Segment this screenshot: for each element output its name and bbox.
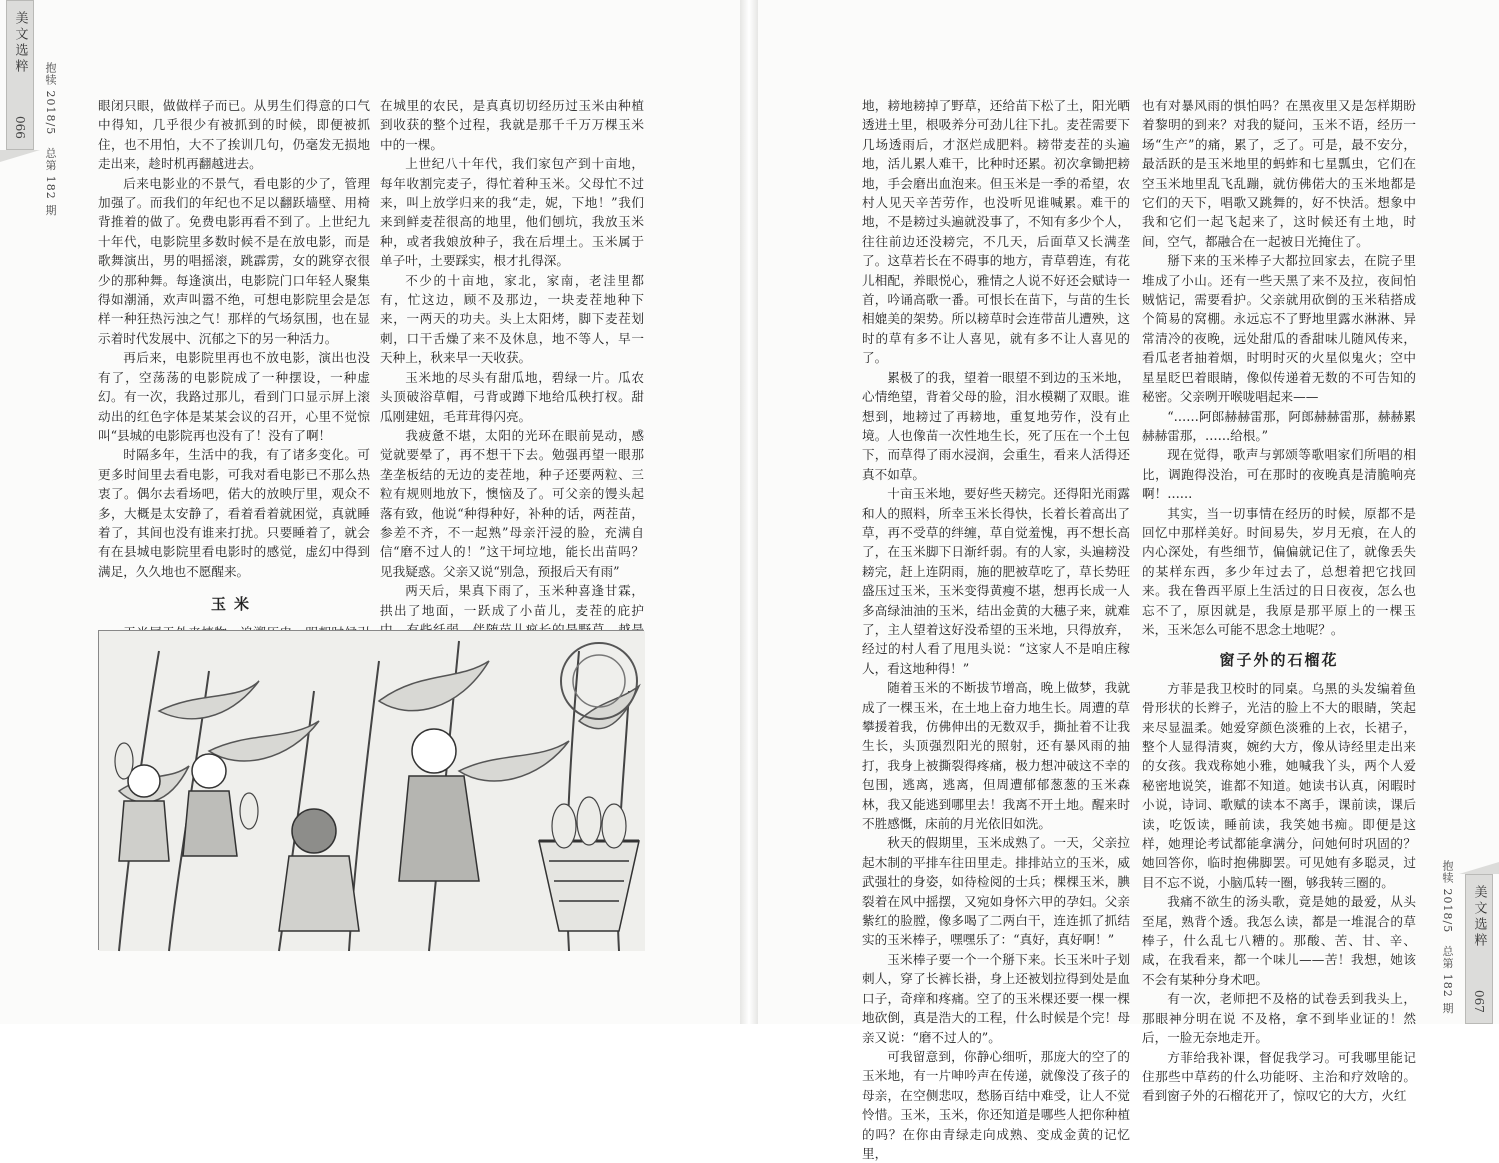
paragraph: 随着玉米的不断拔节增高，晚上做梦，我就成了一棵玉米，在土地上奋力地生长。周遭的草攀援着我，仿佛伸出的无数双手，撕扯着不让我生长，头顶强烈阳光的照射，还有暴风雨的抽打，我身上被撕裂得疼痛，极力想冲破这不幸的包围，逃离，逃离，但周遭郁郁葱葱的玉米森林，我又能逃到哪里去！我离不开土地。醒来时不胜感慨，床前的月光依旧如洗。 bbox=[862, 680, 1130, 832]
paragraph: 我痛不欲生的汤头歌，竟是她的最爱，从头至尾，熟背个透。我怎么读，都是一堆混合的草棒子，什么乱七八糟的。那酸、苦、甘、辛、咸，在我看来，都一个味儿——苦！我想，她该不会有某种分身术吧。 bbox=[1142, 894, 1416, 987]
book-gutter bbox=[740, 0, 758, 1024]
paragraph: 现在觉得，歌声与郭颂等歌唱家们所唱的相比，调跑得没治，可在那时的夜晚真是清脆响亮啊！…… bbox=[1142, 447, 1416, 502]
corner-decoration bbox=[0, 150, 40, 162]
paragraph: 掰下来的玉米棒子大都拉回家去，在院子里堆成了小山。还有一些天黑了来不及拉，夜间怕贼惦记，需要看护。父亲就用砍倒的玉米秸搭成个简易的窝棚。永远忘不了野地里露水淋淋、异常清冷的夜晚，远处甜瓜的香甜味儿随风传来，看瓜老者抽着烟，时明时灭的火星似鬼火；空中星星眨巴着眼睛，像似传递着无数的不可告知的秘密。父亲咧开喉咙唱起来—— bbox=[1142, 253, 1416, 405]
paragraph: 地，耪地耪掉了野草，还给苗下松了土，阳光晒透进土里，根吸养分可劲儿往下扎。麦茬需要下几场透雨后，才沤烂成肥料。耪带麦茬的头遍地，活儿累人难干，比种时还累。初次拿锄把耪地，手会磨出血泡来。但玉米是一季的希望，农村人见天辛苦劳作，也没听见谁喊累。难干的地，不是耪过头遍就没事了，不知有多少个人，往往前边还没耪完，不几天，后面草又长满垄了。这草若长在不碍事的地方，青草碧连，有花儿相配，养眼悦心，雅情之人说不好还会赋诗一首，吟诵高歌一番。可恨长在苗下，与苗的生长相媲美的架势。所以耪草时会连带苗儿遭殃，这时的草有多不让人喜见，就有多不让人喜见的了。 bbox=[862, 98, 1130, 366]
paragraph: 时隔多年，生活中的我，有了诸多变化。可更多时间里去看电影，可我对看电影已不那么热衷了。偶尔去看场吧，偌大的放映厅里，观众不多，大概是太安静了，看着看着就困觉，真就睡着了，其间也没有谁来打扰。只要睡着了，就会有在县城电影院里看电影时的感觉，虚幻中得到满足，久久地也不愿醒来。 bbox=[98, 447, 370, 579]
paragraph: 可我留意到，你静心细听，那庞大的空了的玉米地，有一片呻吟声在传递，就像没了孩子的母亲，在空侧悲叹，愁肠百结中难受，让人不觉怜惜。玉米，玉米，你还知道是哪些人把你种植的吗？在你由青绿走向成熟、变成金黄的记忆里， bbox=[862, 1048, 1130, 1161]
paragraph: 玉米地的尽头有甜瓜地，碧绿一片。瓜农头顶破浴草帽，弓背或蹲下地给瓜秧打杈。甜瓜刚建妞，毛茸茸得闪亮。 bbox=[380, 369, 644, 424]
paragraph: 十亩玉米地，要好些天耪完。还得阳光雨露和人的照料，所幸玉米长得快，长着长着高出了草，再不受草的绊缠，草自觉羞愧，再不想长高了，在玉米脚下日渐纤弱。有的人家，头遍耪没耪完，赶上连阴雨，施的肥被草吃了，草长势旺盛压过玉米，玉米变得黄瘦不堪，想再长成一人多高绿油油的玉米，结出金黄的大穗子来，就难了，主人望着这好没希望的玉米地，只得放弃，经过的村人看了甩甩头说：“这家人不是咱庄稼人，看这地种得！” bbox=[862, 486, 1130, 676]
paragraph: 后来电影业的不景气，看电影的少了，管理加强了。而我们的年纪也不足以翻跃墙壁、用椅背推着的做了。免费电影再看不到了。上世纪九十年代，电影院里多数时候不是在放电影，而是歌舞演出，男的唱摇滚，跳霹雳，女的跳穿衣很少的那种舞。每逢演出，电影院门口年轻人聚集得如潮涌，欢声叫嚣不绝，可想电影院里会是怎样一种狂热污浊之气！那样的气场氛围，也在显示着时代发展中、沉郁之下的另一种活力。 bbox=[98, 175, 370, 346]
paragraph: 我疲惫不堪，太阳的光环在眼前晃动，感觉就要晕了，再不想干下去。勉强再望一眼那垄垄板结的无边的麦茬地，种子还要两粒、三粒有规则地放下，懊恼及了。可父亲的馒头起落有致，他说“种得种好，补种的话，两茬苗，参差不齐，不一起熟”母亲汗浸的脸，充满自信“磨不过人的！”这干坷垃地，能长出苗吗？见我疑惑。父亲又说“别急，预报后天有雨” bbox=[380, 427, 644, 579]
corner-decoration bbox=[1459, 862, 1499, 874]
paragraph: 在城里的农民，是真真切切经历过玉米由种植到收获的整个过程，我就是那千千万万棵玉米中的一棵。 bbox=[380, 98, 644, 152]
paragraph: 方菲给我补课，督促我学习。可我哪里能记住那些中草药的什么功能呀、主治和疗效啥的。看到窗子外的石榴花开了，惊叹它的大方，火红 bbox=[1142, 1049, 1416, 1104]
paragraph: 再后来，电影院里再也不放电影，演出也没有了，空荡荡的电影院成了一种摆设，一种虚幻。有一次，我路过那儿，看到门口显示屏上滚动出的红色字体是某某会议的召开，心里不觉惊叫“县城的电影院再也没有了！没有了啊！ bbox=[98, 350, 370, 443]
paragraph: 上世纪八十年代，我们家包产到十亩地，每年收割完麦子，得忙着种玉米。父母忙不过来，叫上放学归来的我“走，妮，下地！”我们来到鲜麦茬很高的地里，他们刨坑，我放玉米种，或者我娘放种子，我在后埋土。玉米属于单子叶，土要踩实，根才扎得深。 bbox=[380, 156, 644, 269]
cornfield-drawing-svg bbox=[99, 631, 645, 951]
page-number: 066 bbox=[13, 116, 27, 139]
paragraph: 秋天的假期里，玉米成熟了。一天，父亲拉起木制的平排车往田里走。排排站立的玉米，威武强壮的身姿，如待检阅的士兵；棵棵玉米，腆裂着在风中摇摆，又宛如身怀六甲的孕妇。父亲紫红的脸膛，像多喝了二两白干，连连抓了抓结实的玉米棒子，嘿嘿乐了：“真好，真好啊！” bbox=[862, 835, 1130, 948]
article-title: 窗子外的石榴花 bbox=[1219, 651, 1339, 670]
paragraph: 累极了的我，望着一眼望不到边的玉米地，心情绝望，背着父母的脸，泪水模糊了双眼。谁想到，地耪过了再耪地，重复地劳作，没有止境。人也像苗一次性地生长，死了压在一个土包下，而草得了雨水浸润，会重生，看来人活得还真不如草。 bbox=[862, 369, 1130, 482]
text-column-left-1 bbox=[98, 96, 370, 616]
section-tab-left bbox=[6, 0, 34, 150]
text-column-right-1 bbox=[862, 96, 1130, 1161]
paragraph: 有一次，老师把不及格的试卷丢到我头上，那眼神分明在说 不及格，拿不到毕业证的！然后，一脸无奈地走开。 bbox=[1142, 991, 1416, 1046]
section-tab-right bbox=[1465, 874, 1493, 1024]
page-number: 067 bbox=[1472, 990, 1486, 1013]
paragraph: 两天后，果真下雨了，玉米种喜逢甘霖，拱出了地面，一跃成了小苗儿，麦茬的庇护 bbox=[380, 583, 644, 618]
paragraph: “……阿郎赫赫雷那，阿郎赫赫雷那，赫赫累赫赫雷那，……给根。” bbox=[1142, 408, 1416, 443]
section-tab-label: 美文选粹 bbox=[12, 11, 28, 75]
paragraph: 玉米棒子要一个一个掰下来。长玉米叶子划刺人，穿了长裤长褂，身上还被划拉得到处是血口子，奇痒和疼痛。空了的玉米棵还要一棵一棵地砍倒，真是浩大的工程，什么时候是个完！母亲又说：“磨不过人的”。 bbox=[862, 951, 1130, 1045]
cornfield-illustration bbox=[98, 630, 644, 950]
paragraph: 方菲是我卫校时的同桌。乌黑的头发编着鱼骨形状的长辫子，光洁的脸上不大的眼睛，笑起来尽显温柔。她爱穿颜色淡雅的上衣，长裙子，整个人显得清爽，婉约大方，像从诗经里走出来的女孩。我戏称她小雅，她喊我丫头，两个人爱秘密地说笑，谁都不知道。她读书认真，闲暇时小说，诗词、歌赋的读本不离手，课前读，课后读，吃饭读，睡前读，我笑她书痴。即便是这样，她理论考试都能拿满分，问她何时巩固的？她回答你，临时抱佛脚罢。可见她有多聪灵，过目不忘不说，小脑瓜转一圈，够我转三圈的。 bbox=[1142, 680, 1416, 890]
paragraph: 眼闭只眼，做做样子而已。从男生们得意的口气中得知，几乎很少有被抓到的时候，即便被抓住，也不用怕，大不了挨训几句，仍毫发无损地走出来，趁时机再翻越进去。 bbox=[98, 98, 370, 172]
section-tab-label: 美文选粹 bbox=[1471, 885, 1487, 949]
issue-line: 抱犊 2018/5 总第 182 期 bbox=[44, 62, 57, 217]
issue-line: 抱犊 2018/5 总第 182 期 bbox=[1441, 860, 1454, 1015]
text-column-right-2 bbox=[1142, 96, 1416, 1104]
article-title: 玉米 bbox=[210, 595, 257, 614]
paragraph: 其实，当一切事情在经历的时候，原都不是回忆中那样美好。时间易失，岁月无痕，在人的内心深处，有些细节，偏偏就记住了，就像丢失的某样东西，多少年过去了，总想着把它找回来。我在鲁西平原上生活过的日日夜夜，怎么也忘不了，原因就是，我原是那平原上的一棵玉米，玉米怎么可能不思念土地呢？。 bbox=[1142, 505, 1416, 637]
text-column-left-2 bbox=[380, 96, 644, 616]
paragraph: 也有对暴风雨的惧怕吗？在黑夜里又是怎样期盼着黎明的到来？对我的疑问，玉米不语，经历一场“生产”的痛，累了，乏了。可是，最不安分，最活跃的是玉米地里的蚂蚱和七星瓢虫，它们在空玉米地里乱飞乱蹦，就仿佛偌大的玉米地都是它们的天下，唱歌又跳舞的，好不快活。想象中我和它们一起飞起来了，这时候还有土地，时间，空气，都融合在一起被日光掩住了。 bbox=[1142, 98, 1416, 249]
paragraph: 不少的十亩地，家北，家南，老洼里都有，忙这边，顾不及那边，一块麦茬地种下来，一两天的功夫。头上太阳烤，脚下麦茬划刺，口干舌燥了来不及休息，地不等人，早一天种上，秋来早一天收获。 bbox=[380, 272, 644, 366]
